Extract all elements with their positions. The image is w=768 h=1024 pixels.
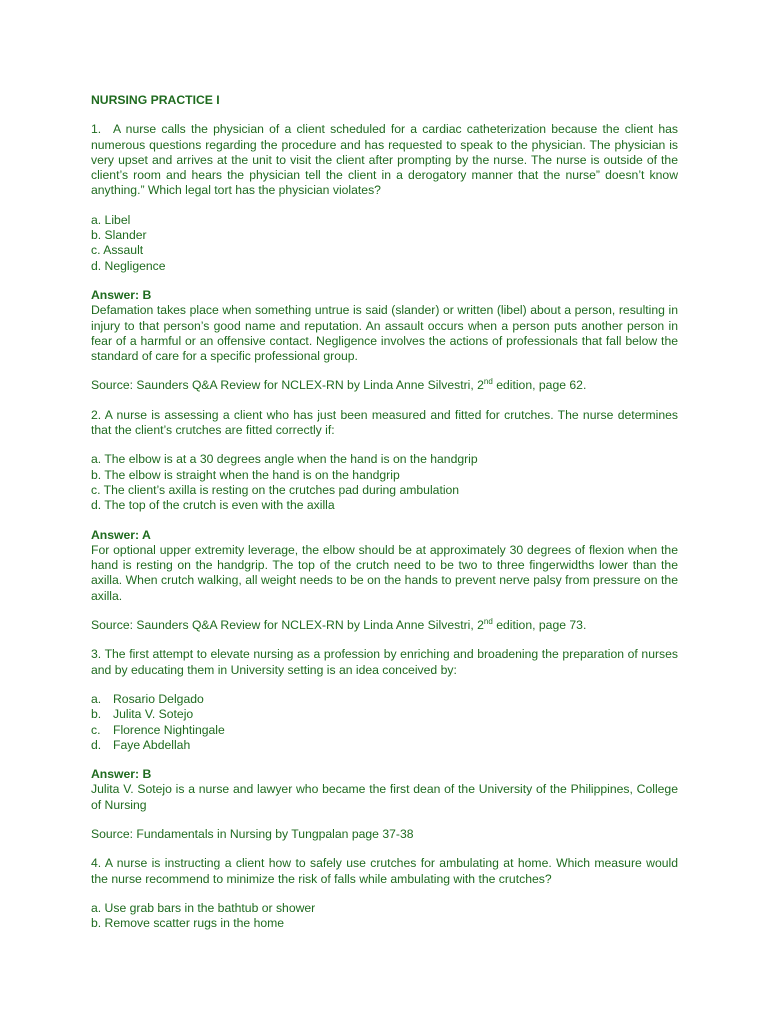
option-text: Julita V. Sotejo	[113, 707, 194, 722]
question-2-number: 2.	[91, 407, 102, 422]
option-letter: a.	[91, 691, 102, 706]
option-b: b. Slander	[91, 228, 147, 243]
question-1-answer: Answer: B	[91, 287, 152, 302]
option-d: d. Negligence	[91, 258, 166, 273]
question-3-options	[91, 692, 678, 753]
question-2-options	[91, 452, 678, 513]
source-text: Source: Saunders Q&A Review for NCLEX-RN by Linda Anne Silvestri, 2	[91, 618, 484, 633]
question-3-source: Source: Fundamentals in Nursing by Tungpalan page 37-38	[91, 826, 414, 841]
source-text: Source: Saunders Q&A Review for NCLEX-RN by Linda Anne Silvestri, 2	[91, 378, 484, 393]
question-1-explanation: Defamation takes place when something untrue is said (slander) or written (libel) about a person, resulting in injury to that person’s good name and reputation. An assault occurs when a person puts another person in fear of a harmful or an offensive contact. Negligence involves the actions of professionals that fall below the standard of care for a specific professional group.	[91, 303, 678, 364]
option-a: a. The elbow is at a 30 degrees angle when the hand is on the handgrip	[91, 452, 478, 467]
question-4-body: A nurse is instructing a client how to safely use crutches for ambulating at home. Which measure would the nurse recommend to minimize the risk of falls while ambulating with the crutches?	[91, 856, 679, 886]
question-3-answer: Answer: B	[91, 767, 152, 782]
source-superscript: nd	[483, 377, 493, 387]
question-4-text	[91, 856, 678, 887]
option-c: c. Assault	[91, 243, 144, 258]
option-c	[91, 723, 678, 738]
question-4-options	[91, 901, 678, 932]
source-text-end: edition, page 62.	[492, 378, 587, 393]
question-2-answer: Answer: A	[91, 527, 151, 542]
option-b	[91, 707, 678, 722]
question-1-text	[91, 122, 678, 198]
question-1-body: A nurse calls the physician of a client scheduled for a cardiac catheterization because the client has numerous questions regarding the procedure and has requested to speak to the physician. The physician is very upset and arrives at the unit to visit the client after prompting by the nurse. The nurse is outside of the client’s room and hears the physician tell the client in a derogatory manner that the nurse” doesn’t know anything.” Which legal tort has the physician violates?	[91, 122, 678, 198]
document-content	[91, 93, 678, 945]
option-a: a. Libel	[91, 212, 131, 227]
option-text: Faye Abdellah	[113, 737, 191, 752]
option-b: b. Remove scatter rugs in the home	[91, 916, 285, 931]
option-a: a. Use grab bars in the bathtub or shower	[91, 900, 316, 915]
option-letter: c.	[91, 722, 101, 737]
question-2-source	[91, 618, 678, 633]
question-2-explanation: For optional upper extremity leverage, the elbow should be at approximately 30 degrees of flexion when the hand is resting on the handgrip. The top of the crutch need to be two to three fingerwidths lower than the axilla. When crutch walking, all weight needs to be on the hands to prevent nerve palsy from pressure on the axilla.	[91, 542, 678, 603]
question-1-number: 1.	[91, 122, 102, 137]
source-text-end: edition, page 73.	[492, 618, 587, 633]
question-3-text	[91, 647, 678, 678]
option-letter: b.	[91, 707, 102, 722]
question-2-body: A nurse is assessing a client who has just been measured and fitted for crutches. The nurse determines that the client’s crutches are fitted correctly if:	[91, 407, 678, 438]
option-d: d. The top of the crutch is even with the axilla	[91, 498, 335, 513]
option-a	[91, 692, 678, 707]
question-1-options	[91, 213, 678, 274]
option-text: Rosario Delgado	[113, 691, 204, 706]
option-b: b. The elbow is straight when the hand is on the handgrip	[91, 467, 400, 482]
question-3-number: 3.	[91, 647, 102, 662]
question-1-source	[91, 378, 678, 393]
option-c: c. The client’s axilla is resting on the crutches pad during ambulation	[91, 482, 460, 497]
question-3-explanation: Julita V. Sotejo is a nurse and lawyer who became the first dean of the University of the Philippines, College of Nursing	[91, 782, 678, 812]
document-title: NURSING PRACTICE I	[91, 93, 220, 107]
option-d	[91, 738, 678, 753]
question-3-body: The first attempt to elevate nursing as a profession by enriching and broadening the preparation of nurses and by educating them in University setting is an idea conceived by:	[91, 647, 678, 677]
option-letter: d.	[91, 737, 102, 752]
source-superscript: nd	[483, 616, 493, 626]
question-2-text	[91, 408, 678, 439]
option-text: Florence Nightingale	[113, 722, 225, 737]
question-4-number: 4.	[91, 856, 102, 871]
